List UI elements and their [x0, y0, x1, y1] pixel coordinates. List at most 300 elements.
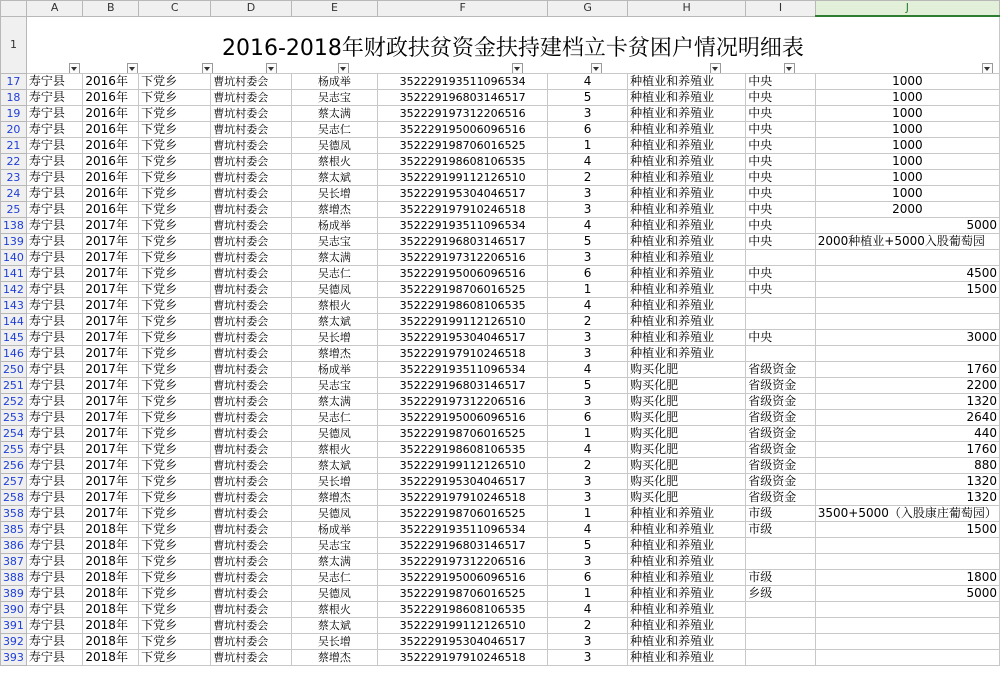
cell-a[interactable]: 寿宁县: [26, 570, 83, 586]
cell-j[interactable]: 2200: [815, 378, 999, 394]
cell-h[interactable]: 种植业和养殖业: [628, 570, 746, 586]
cell-e[interactable]: 吴长增: [291, 474, 378, 490]
cell-e[interactable]: 蔡太满: [291, 250, 378, 266]
cell-b[interactable]: 2018年: [83, 602, 139, 618]
cell-c[interactable]: 下党乡: [139, 522, 211, 538]
cell-a[interactable]: 寿宁县: [26, 618, 83, 634]
row-header[interactable]: 393: [1, 650, 27, 666]
cell-i[interactable]: 省级资金: [746, 426, 816, 442]
row-header[interactable]: 139: [1, 234, 27, 250]
cell-h[interactable]: 种植业和养殖业: [628, 218, 746, 234]
cell-b[interactable]: 2018年: [83, 554, 139, 570]
cell-e[interactable]: 杨成举: [291, 74, 378, 90]
cell-c[interactable]: 下党乡: [139, 282, 211, 298]
cell-b[interactable]: 2017年: [83, 250, 139, 266]
cell-h[interactable]: 种植业和养殖业: [628, 602, 746, 618]
cell-a[interactable]: 寿宁县: [26, 266, 83, 282]
cell-j[interactable]: 1320: [815, 490, 999, 506]
cell-b[interactable]: 2017年: [83, 394, 139, 410]
cell-d[interactable]: 曹坑村委会: [211, 170, 291, 186]
filter-dropdown-icon[interactable]: [512, 63, 523, 74]
cell-j[interactable]: [815, 298, 999, 314]
cell-g[interactable]: 4: [548, 602, 628, 618]
row-header[interactable]: 141: [1, 266, 27, 282]
column-header-e[interactable]: E: [291, 1, 378, 17]
cell-a[interactable]: 寿宁县: [26, 90, 83, 106]
cell-b[interactable]: 2016年: [83, 106, 139, 122]
cell-g[interactable]: 3: [548, 650, 628, 666]
cell-j[interactable]: 4500: [815, 266, 999, 282]
cell-i[interactable]: [746, 650, 816, 666]
cell-c[interactable]: 下党乡: [139, 346, 211, 362]
cell-g[interactable]: 3: [548, 474, 628, 490]
column-header-g[interactable]: G: [548, 1, 628, 17]
cell-d[interactable]: 曹坑村委会: [211, 106, 291, 122]
cell-d[interactable]: 曹坑村委会: [211, 202, 291, 218]
cell-f[interactable]: 352229198608106535: [378, 298, 548, 314]
cell-b[interactable]: 2016年: [83, 170, 139, 186]
cell-j[interactable]: 1760: [815, 362, 999, 378]
cell-g[interactable]: 5: [548, 234, 628, 250]
cell-c[interactable]: 下党乡: [139, 394, 211, 410]
cell-c[interactable]: 下党乡: [139, 266, 211, 282]
cell-h[interactable]: 购买化肥: [628, 426, 746, 442]
cell-j[interactable]: 3500+5000（入股康庄葡萄园）: [815, 506, 999, 522]
cell-j[interactable]: 1000: [815, 74, 999, 90]
cell-a[interactable]: 寿宁县: [26, 154, 83, 170]
cell-g[interactable]: 6: [548, 266, 628, 282]
cell-a[interactable]: 寿宁县: [26, 458, 83, 474]
cell-a[interactable]: 寿宁县: [26, 426, 83, 442]
cell-b[interactable]: 2018年: [83, 618, 139, 634]
cell-c[interactable]: 下党乡: [139, 474, 211, 490]
row-header[interactable]: 17: [1, 74, 27, 90]
cell-c[interactable]: 下党乡: [139, 74, 211, 90]
cell-j[interactable]: 2000: [815, 202, 999, 218]
cell-g[interactable]: 2: [548, 458, 628, 474]
cell-g[interactable]: 2: [548, 618, 628, 634]
cell-e[interactable]: 吴长增: [291, 330, 378, 346]
cell-g[interactable]: 3: [548, 554, 628, 570]
cell-f[interactable]: 352229197910246518: [378, 346, 548, 362]
cell-d[interactable]: 曹坑村委会: [211, 74, 291, 90]
cell-c[interactable]: 下党乡: [139, 490, 211, 506]
cell-i[interactable]: 中央: [746, 138, 816, 154]
cell-g[interactable]: 3: [548, 634, 628, 650]
cell-e[interactable]: 杨成举: [291, 218, 378, 234]
cell-c[interactable]: 下党乡: [139, 122, 211, 138]
row-header[interactable]: 19: [1, 106, 27, 122]
cell-i[interactable]: 乡级: [746, 586, 816, 602]
cell-h[interactable]: 种植业和养殖业: [628, 234, 746, 250]
filter-dropdown-icon[interactable]: [982, 63, 993, 74]
cell-g[interactable]: 3: [548, 330, 628, 346]
cell-h[interactable]: 种植业和养殖业: [628, 202, 746, 218]
cell-b[interactable]: 2017年: [83, 330, 139, 346]
cell-c[interactable]: 下党乡: [139, 298, 211, 314]
cell-g[interactable]: 3: [548, 394, 628, 410]
cell-g[interactable]: 4: [548, 298, 628, 314]
cell-j[interactable]: 1500: [815, 522, 999, 538]
cell-j[interactable]: 5000: [815, 218, 999, 234]
cell-g[interactable]: 3: [548, 106, 628, 122]
cell-d[interactable]: 曹坑村委会: [211, 442, 291, 458]
cell-c[interactable]: 下党乡: [139, 186, 211, 202]
cell-h[interactable]: 购买化肥: [628, 410, 746, 426]
cell-j[interactable]: 1500: [815, 282, 999, 298]
cell-f[interactable]: 352229198706016525: [378, 586, 548, 602]
cell-a[interactable]: 寿宁县: [26, 314, 83, 330]
cell-i[interactable]: [746, 346, 816, 362]
row-header[interactable]: 252: [1, 394, 27, 410]
column-header-j[interactable]: J: [815, 1, 999, 17]
cell-i[interactable]: 中央: [746, 154, 816, 170]
row-header[interactable]: 389: [1, 586, 27, 602]
cell-h[interactable]: 种植业和养殖业: [628, 586, 746, 602]
cell-d[interactable]: 曹坑村委会: [211, 554, 291, 570]
cell-j[interactable]: 1000: [815, 186, 999, 202]
cell-a[interactable]: 寿宁县: [26, 650, 83, 666]
row-header[interactable]: 391: [1, 618, 27, 634]
cell-a[interactable]: 寿宁县: [26, 586, 83, 602]
row-header[interactable]: 386: [1, 538, 27, 554]
cell-b[interactable]: 2017年: [83, 490, 139, 506]
row-header[interactable]: 392: [1, 634, 27, 650]
cell-h[interactable]: 种植业和养殖业: [628, 154, 746, 170]
cell-d[interactable]: 曹坑村委会: [211, 650, 291, 666]
cell-b[interactable]: 2017年: [83, 506, 139, 522]
cell-e[interactable]: 蔡太斌: [291, 170, 378, 186]
cell-g[interactable]: 5: [548, 378, 628, 394]
cell-e[interactable]: 蔡太满: [291, 106, 378, 122]
cell-a[interactable]: 寿宁县: [26, 442, 83, 458]
column-header-d[interactable]: D: [211, 1, 291, 17]
cell-i[interactable]: 中央: [746, 330, 816, 346]
cell-b[interactable]: 2017年: [83, 314, 139, 330]
cell-f[interactable]: 352229195006096516: [378, 570, 548, 586]
cell-d[interactable]: 曹坑村委会: [211, 250, 291, 266]
column-header-h[interactable]: H: [628, 1, 746, 17]
column-header-f[interactable]: F: [378, 1, 548, 17]
row-header[interactable]: 387: [1, 554, 27, 570]
cell-a[interactable]: 寿宁县: [26, 474, 83, 490]
cell-i[interactable]: 中央: [746, 218, 816, 234]
cell-j[interactable]: [815, 634, 999, 650]
cell-a[interactable]: 寿宁县: [26, 218, 83, 234]
cell-d[interactable]: 曹坑村委会: [211, 474, 291, 490]
cell-f[interactable]: 352229196803146517: [378, 234, 548, 250]
filter-dropdown-icon[interactable]: [784, 63, 795, 74]
cell-d[interactable]: 曹坑村委会: [211, 346, 291, 362]
cell-j[interactable]: 1000: [815, 170, 999, 186]
cell-i[interactable]: 市级: [746, 522, 816, 538]
cell-f[interactable]: 352229197312206516: [378, 554, 548, 570]
cell-c[interactable]: 下党乡: [139, 250, 211, 266]
cell-i[interactable]: [746, 298, 816, 314]
cell-g[interactable]: 2: [548, 170, 628, 186]
cell-h[interactable]: 购买化肥: [628, 490, 746, 506]
cell-e[interactable]: 蔡增杰: [291, 490, 378, 506]
cell-h[interactable]: 种植业和养殖业: [628, 538, 746, 554]
cell-b[interactable]: 2018年: [83, 634, 139, 650]
cell-f[interactable]: 352229197910246518: [378, 490, 548, 506]
cell-c[interactable]: 下党乡: [139, 602, 211, 618]
cell-g[interactable]: 1: [548, 138, 628, 154]
cell-d[interactable]: 曹坑村委会: [211, 218, 291, 234]
cell-e[interactable]: 吴志宝: [291, 538, 378, 554]
cell-a[interactable]: 寿宁县: [26, 202, 83, 218]
row-header[interactable]: 21: [1, 138, 27, 154]
row-header[interactable]: 24: [1, 186, 27, 202]
cell-j[interactable]: [815, 314, 999, 330]
cell-e[interactable]: 蔡太斌: [291, 618, 378, 634]
cell-c[interactable]: 下党乡: [139, 106, 211, 122]
cell-a[interactable]: 寿宁县: [26, 170, 83, 186]
cell-d[interactable]: 曹坑村委会: [211, 186, 291, 202]
row-header[interactable]: 253: [1, 410, 27, 426]
column-header-i[interactable]: I: [746, 1, 816, 17]
cell-h[interactable]: 种植业和养殖业: [628, 106, 746, 122]
row-header[interactable]: 1: [1, 16, 27, 74]
cell-i[interactable]: 中央: [746, 234, 816, 250]
cell-c[interactable]: 下党乡: [139, 378, 211, 394]
row-header[interactable]: 388: [1, 570, 27, 586]
cell-h[interactable]: 种植业和养殖业: [628, 90, 746, 106]
cell-d[interactable]: 曹坑村委会: [211, 634, 291, 650]
cell-b[interactable]: 2018年: [83, 586, 139, 602]
filter-dropdown-icon[interactable]: [591, 63, 602, 74]
cell-b[interactable]: 2017年: [83, 346, 139, 362]
cell-c[interactable]: 下党乡: [139, 218, 211, 234]
cell-b[interactable]: 2017年: [83, 234, 139, 250]
cell-e[interactable]: 蔡增杰: [291, 650, 378, 666]
row-header[interactable]: 258: [1, 490, 27, 506]
cell-j[interactable]: [815, 618, 999, 634]
cell-f[interactable]: 352229197312206516: [378, 106, 548, 122]
filter-active-icon[interactable]: [266, 63, 277, 74]
cell-a[interactable]: 寿宁县: [26, 346, 83, 362]
cell-h[interactable]: 购买化肥: [628, 442, 746, 458]
cell-f[interactable]: 352229198706016525: [378, 282, 548, 298]
cell-i[interactable]: 省级资金: [746, 458, 816, 474]
cell-j[interactable]: 1760: [815, 442, 999, 458]
cell-e[interactable]: 吴德凤: [291, 586, 378, 602]
cell-e[interactable]: 杨成举: [291, 522, 378, 538]
filter-dropdown-icon[interactable]: [338, 63, 349, 74]
cell-e[interactable]: 吴志宝: [291, 378, 378, 394]
cell-f[interactable]: 352229195006096516: [378, 266, 548, 282]
cell-e[interactable]: 蔡太满: [291, 554, 378, 570]
cell-c[interactable]: 下党乡: [139, 442, 211, 458]
cell-f[interactable]: 352229196803146517: [378, 378, 548, 394]
cell-f[interactable]: 352229195006096516: [378, 122, 548, 138]
cell-f[interactable]: 352229193511096534: [378, 218, 548, 234]
cell-b[interactable]: 2017年: [83, 266, 139, 282]
cell-a[interactable]: 寿宁县: [26, 186, 83, 202]
cell-i[interactable]: 市级: [746, 506, 816, 522]
cell-a[interactable]: 寿宁县: [26, 602, 83, 618]
cell-d[interactable]: 曹坑村委会: [211, 602, 291, 618]
cell-f[interactable]: 352229199112126510: [378, 618, 548, 634]
cell-g[interactable]: 3: [548, 202, 628, 218]
cell-j[interactable]: 1800: [815, 570, 999, 586]
row-header[interactable]: 146: [1, 346, 27, 362]
row-header[interactable]: 255: [1, 442, 27, 458]
cell-e[interactable]: 蔡太斌: [291, 458, 378, 474]
cell-e[interactable]: 杨成举: [291, 362, 378, 378]
row-header[interactable]: 142: [1, 282, 27, 298]
cell-h[interactable]: 种植业和养殖业: [628, 298, 746, 314]
cell-b[interactable]: 2017年: [83, 410, 139, 426]
cell-a[interactable]: 寿宁县: [26, 122, 83, 138]
filter-dropdown-icon[interactable]: [127, 63, 138, 74]
cell-b[interactable]: 2016年: [83, 122, 139, 138]
cell-j[interactable]: [815, 554, 999, 570]
row-header[interactable]: 23: [1, 170, 27, 186]
cell-g[interactable]: 5: [548, 538, 628, 554]
cell-j[interactable]: 1000: [815, 106, 999, 122]
cell-d[interactable]: 曹坑村委会: [211, 122, 291, 138]
cell-i[interactable]: 省级资金: [746, 490, 816, 506]
cell-e[interactable]: 吴德凤: [291, 426, 378, 442]
cell-h[interactable]: 种植业和养殖业: [628, 506, 746, 522]
cell-i[interactable]: [746, 602, 816, 618]
cell-f[interactable]: 352229198706016525: [378, 506, 548, 522]
cell-g[interactable]: 4: [548, 218, 628, 234]
cell-i[interactable]: [746, 554, 816, 570]
cell-i[interactable]: 中央: [746, 170, 816, 186]
cell-a[interactable]: 寿宁县: [26, 538, 83, 554]
cell-h[interactable]: 种植业和养殖业: [628, 346, 746, 362]
cell-f[interactable]: 352229193511096534: [378, 74, 548, 90]
title-cell[interactable]: [26, 16, 999, 74]
cell-i[interactable]: 中央: [746, 202, 816, 218]
cell-b[interactable]: 2018年: [83, 570, 139, 586]
cell-h[interactable]: 购买化肥: [628, 378, 746, 394]
cell-d[interactable]: 曹坑村委会: [211, 458, 291, 474]
row-header[interactable]: 250: [1, 362, 27, 378]
cell-b[interactable]: 2016年: [83, 202, 139, 218]
cell-g[interactable]: 1: [548, 586, 628, 602]
row-header[interactable]: 254: [1, 426, 27, 442]
cell-d[interactable]: 曹坑村委会: [211, 522, 291, 538]
cell-a[interactable]: 寿宁县: [26, 506, 83, 522]
row-header[interactable]: 138: [1, 218, 27, 234]
cell-g[interactable]: 3: [548, 250, 628, 266]
cell-d[interactable]: 曹坑村委会: [211, 378, 291, 394]
cell-h[interactable]: 种植业和养殖业: [628, 266, 746, 282]
cell-b[interactable]: 2016年: [83, 138, 139, 154]
cell-i[interactable]: 中央: [746, 282, 816, 298]
cell-c[interactable]: 下党乡: [139, 410, 211, 426]
cell-j[interactable]: 1320: [815, 394, 999, 410]
cell-b[interactable]: 2017年: [83, 298, 139, 314]
cell-j[interactable]: 1000: [815, 122, 999, 138]
column-header-b[interactable]: B: [83, 1, 139, 17]
cell-d[interactable]: 曹坑村委会: [211, 314, 291, 330]
select-all-corner[interactable]: [1, 1, 27, 17]
cell-f[interactable]: 352229197910246518: [378, 202, 548, 218]
cell-i[interactable]: 中央: [746, 186, 816, 202]
cell-a[interactable]: 寿宁县: [26, 634, 83, 650]
cell-b[interactable]: 2017年: [83, 458, 139, 474]
cell-c[interactable]: 下党乡: [139, 314, 211, 330]
cell-h[interactable]: 种植业和养殖业: [628, 554, 746, 570]
cell-d[interactable]: 曹坑村委会: [211, 90, 291, 106]
cell-c[interactable]: 下党乡: [139, 170, 211, 186]
cell-g[interactable]: 2: [548, 314, 628, 330]
cell-d[interactable]: 曹坑村委会: [211, 138, 291, 154]
cell-c[interactable]: 下党乡: [139, 618, 211, 634]
cell-f[interactable]: 352229198608106535: [378, 154, 548, 170]
cell-b[interactable]: 2017年: [83, 378, 139, 394]
cell-d[interactable]: 曹坑村委会: [211, 362, 291, 378]
cell-g[interactable]: 6: [548, 410, 628, 426]
cell-e[interactable]: 吴志宝: [291, 90, 378, 106]
cell-e[interactable]: 吴德凤: [291, 138, 378, 154]
cell-i[interactable]: 中央: [746, 90, 816, 106]
cell-c[interactable]: 下党乡: [139, 634, 211, 650]
cell-b[interactable]: 2016年: [83, 74, 139, 90]
cell-b[interactable]: 2017年: [83, 282, 139, 298]
cell-f[interactable]: 352229198706016525: [378, 138, 548, 154]
cell-a[interactable]: 寿宁县: [26, 74, 83, 90]
cell-d[interactable]: 曹坑村委会: [211, 490, 291, 506]
cell-h[interactable]: 种植业和养殖业: [628, 138, 746, 154]
cell-c[interactable]: 下党乡: [139, 154, 211, 170]
cell-b[interactable]: 2017年: [83, 474, 139, 490]
cell-d[interactable]: 曹坑村委会: [211, 586, 291, 602]
row-header[interactable]: 22: [1, 154, 27, 170]
cell-i[interactable]: 省级资金: [746, 410, 816, 426]
row-header[interactable]: 140: [1, 250, 27, 266]
cell-e[interactable]: 吴志仁: [291, 122, 378, 138]
cell-f[interactable]: 352229193511096534: [378, 362, 548, 378]
cell-e[interactable]: 蔡根火: [291, 154, 378, 170]
cell-h[interactable]: 购买化肥: [628, 394, 746, 410]
filter-dropdown-icon[interactable]: [202, 63, 213, 74]
cell-j[interactable]: [815, 602, 999, 618]
cell-c[interactable]: 下党乡: [139, 458, 211, 474]
cell-a[interactable]: 寿宁县: [26, 378, 83, 394]
cell-j[interactable]: [815, 250, 999, 266]
cell-b[interactable]: 2017年: [83, 362, 139, 378]
cell-e[interactable]: 蔡太斌: [291, 314, 378, 330]
cell-c[interactable]: 下党乡: [139, 586, 211, 602]
cell-b[interactable]: 2017年: [83, 442, 139, 458]
cell-j[interactable]: 1000: [815, 90, 999, 106]
cell-b[interactable]: 2016年: [83, 90, 139, 106]
cell-d[interactable]: 曹坑村委会: [211, 266, 291, 282]
cell-i[interactable]: 省级资金: [746, 378, 816, 394]
cell-i[interactable]: 中央: [746, 266, 816, 282]
cell-h[interactable]: 种植业和养殖业: [628, 330, 746, 346]
cell-g[interactable]: 1: [548, 426, 628, 442]
cell-a[interactable]: 寿宁县: [26, 522, 83, 538]
row-header[interactable]: 256: [1, 458, 27, 474]
cell-h[interactable]: 种植业和养殖业: [628, 74, 746, 90]
cell-e[interactable]: 吴德凤: [291, 282, 378, 298]
cell-f[interactable]: 352229195304046517: [378, 330, 548, 346]
row-header[interactable]: 251: [1, 378, 27, 394]
cell-c[interactable]: 下党乡: [139, 650, 211, 666]
cell-h[interactable]: 种植业和养殖业: [628, 282, 746, 298]
cell-f[interactable]: 352229195006096516: [378, 410, 548, 426]
cell-e[interactable]: 蔡根火: [291, 298, 378, 314]
cell-g[interactable]: 4: [548, 522, 628, 538]
row-header[interactable]: 20: [1, 122, 27, 138]
cell-g[interactable]: 1: [548, 506, 628, 522]
